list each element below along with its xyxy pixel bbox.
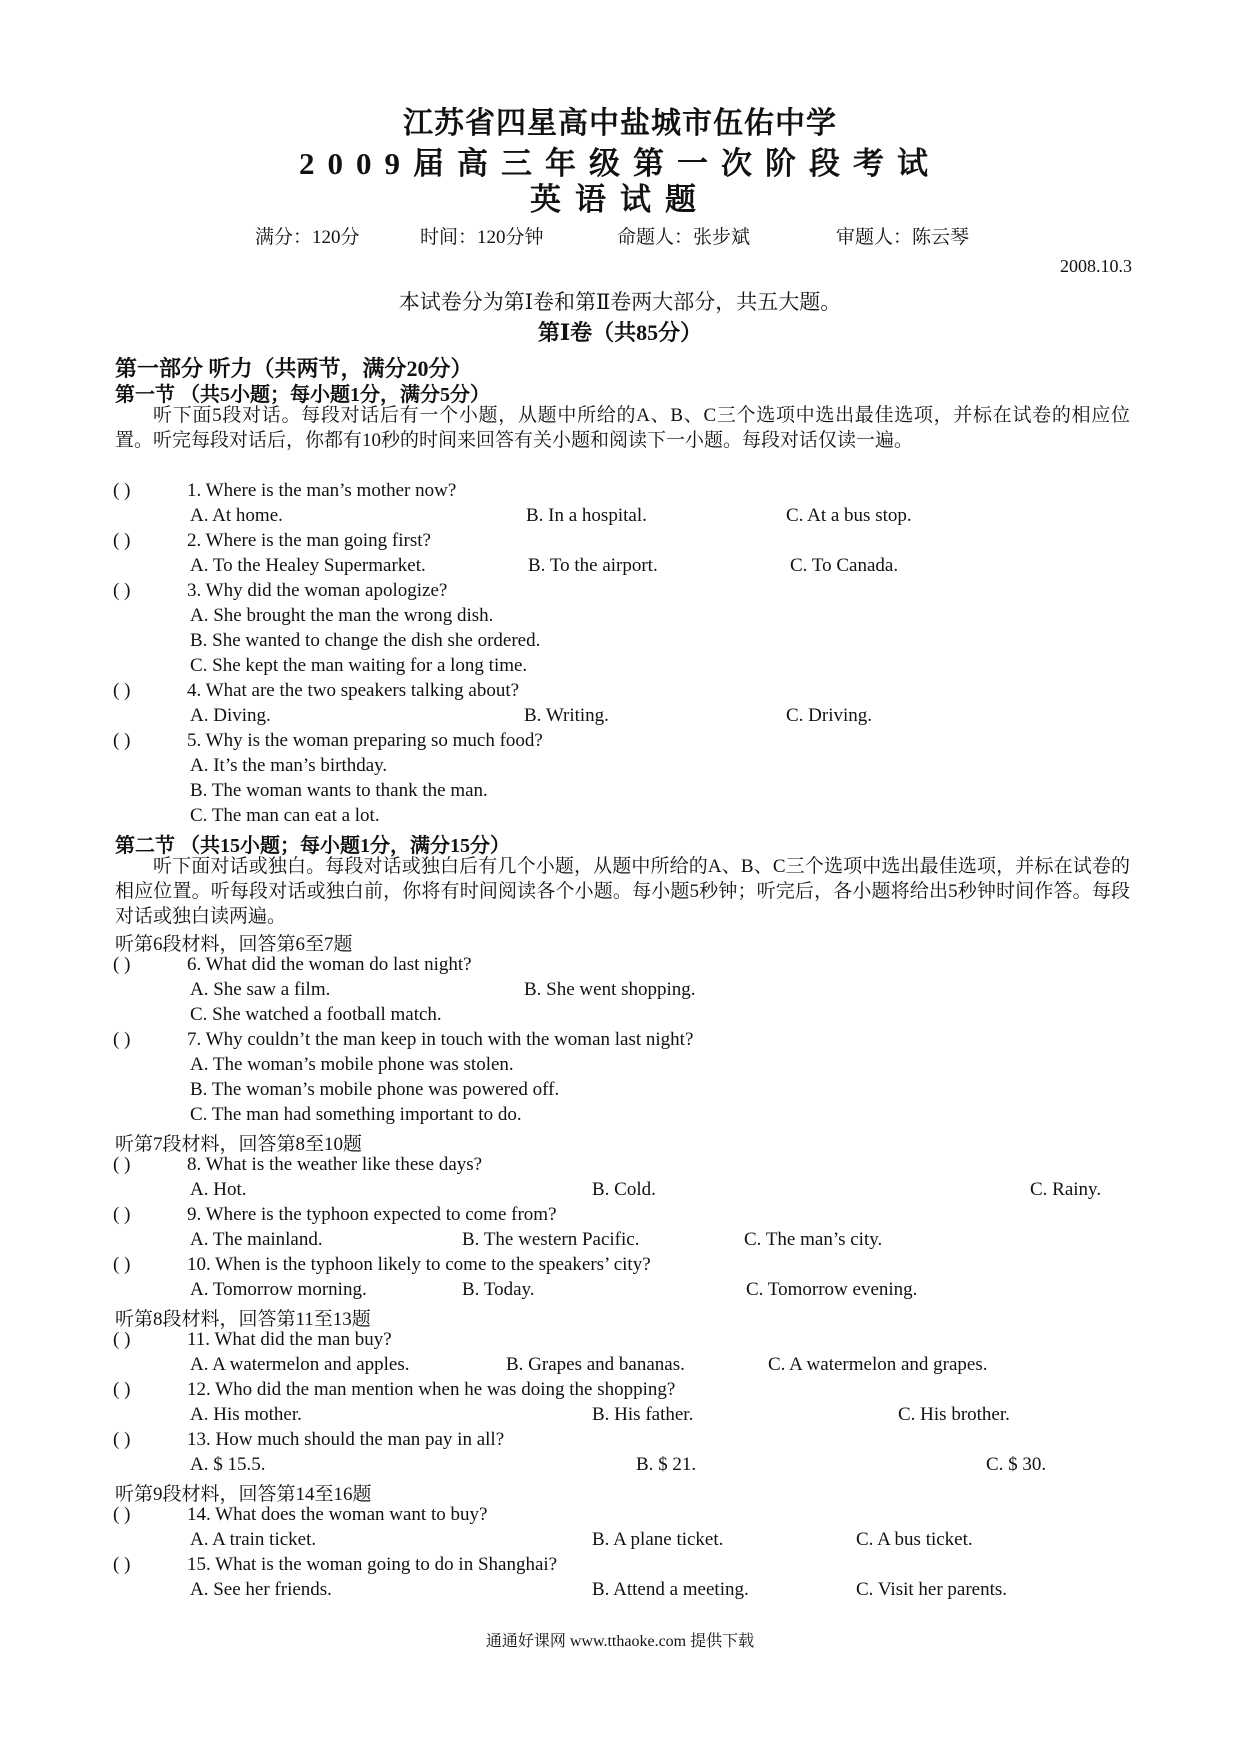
section2-title: 第二节 （共15小题；每小题1分，满分15分） bbox=[115, 835, 510, 857]
answer-blank-14[interactable]: ( ) bbox=[113, 1504, 131, 1525]
q11-stem: 11. What did the man buy? bbox=[187, 1329, 392, 1350]
q11-option-c: C. A watermelon and grapes. bbox=[768, 1354, 988, 1375]
q7-option-a: A. The woman’s mobile phone was stolen. bbox=[190, 1054, 514, 1075]
answer-blank-6[interactable]: ( ) bbox=[113, 954, 131, 975]
q13-option-a: A. $ 15.5. bbox=[190, 1454, 266, 1475]
q5-option-b: B. The woman wants to thank the man. bbox=[190, 780, 488, 801]
q2-option-b: B. To the airport. bbox=[528, 555, 658, 576]
q14-option-b: B. A plane ticket. bbox=[592, 1529, 724, 1550]
q10-stem: 10. When is the typhoon likely to come to the speakers’ city? bbox=[187, 1254, 651, 1275]
q9-stem: 9. Where is the typhoon expected to come from? bbox=[187, 1204, 557, 1225]
q6-option-a: A. She saw a film. bbox=[190, 979, 331, 1000]
q9-option-a: A. The mainland. bbox=[190, 1229, 323, 1250]
exam-intro: 本试卷分为第Ⅰ卷和第Ⅱ卷两大部分，共五大题。 bbox=[398, 290, 842, 314]
q13-stem: 13. How much should the man pay in all? bbox=[187, 1429, 505, 1450]
answer-blank-8[interactable]: ( ) bbox=[113, 1154, 131, 1175]
q1-option-a: A. At home. bbox=[190, 505, 283, 526]
answer-blank-15[interactable]: ( ) bbox=[113, 1554, 131, 1575]
q12-option-a: A. His mother. bbox=[190, 1404, 302, 1425]
q2-option-c: C. To Canada. bbox=[790, 555, 899, 576]
q8-option-c: C. Rainy. bbox=[1030, 1179, 1102, 1200]
q3-option-c: C. She kept the man waiting for a long time. bbox=[190, 655, 528, 676]
answer-blank-7[interactable]: ( ) bbox=[113, 1029, 131, 1050]
q6-option-c: C. She watched a football match. bbox=[190, 1004, 442, 1025]
q13-option-c: C. $ 30. bbox=[986, 1454, 1047, 1475]
q8-option-a: A. Hot. bbox=[190, 1179, 247, 1200]
q1-option-c: C. At a bus stop. bbox=[786, 505, 912, 526]
q6-stem: 6. What did the woman do last night? bbox=[187, 954, 472, 975]
q7-stem: 7. Why couldn’t the man keep in touch with the woman last night? bbox=[187, 1029, 694, 1050]
section1-instructions: 听下面5段对话。每段对话后有一个小题，从题中所给的A、B、C三个选项中选出最佳选项，并标在试卷的相应位置。听完每段对话后，你都有10秒的时间来回答有关小题和阅读下一小题。每段对话仅读一遍。 bbox=[115, 405, 1130, 451]
material6-label: 听第6段材料，回答第6至7题 bbox=[115, 934, 353, 955]
school-title: 江苏省四星高中盐城市伍佑中学 bbox=[403, 107, 837, 140]
section2-instructions: 听下面对话或独白。每段对话或独白后有几个小题，从题中所给的A、B、C三个选项中选出最佳选项，并标在试卷的相应位置。听每段对话或独白前，你将有时间阅读各个小题。每小题5秒钟；听完后，各小题将给出5秒钟时间作答。每段对话或独白读两遍。 bbox=[115, 856, 1130, 927]
q15-option-c: C. Visit her parents. bbox=[856, 1579, 1008, 1600]
full-score: 满分：120分 bbox=[255, 227, 360, 248]
answer-blank-5[interactable]: ( ) bbox=[113, 730, 131, 751]
subject-title: 英语试题 bbox=[530, 182, 710, 217]
q4-stem: 4. What are the two speakers talking about? bbox=[187, 680, 520, 701]
exam-title: 2009届高三年级第一次阶段考试 bbox=[299, 146, 941, 181]
q1-option-b: B. In a hospital. bbox=[526, 505, 647, 526]
q8-stem: 8. What is the weather like these days? bbox=[187, 1154, 483, 1175]
q4-option-a: A. Diving. bbox=[190, 705, 271, 726]
page-footer: 通通好课网 www.tthaoke.com 提供下载 bbox=[485, 1633, 755, 1650]
part1-title: 第一部分 听力（共两节，满分20分） bbox=[115, 356, 473, 381]
q14-option-c: C. A bus ticket. bbox=[856, 1529, 973, 1550]
q12-option-c: C. His brother. bbox=[898, 1404, 1010, 1425]
answer-blank-9[interactable]: ( ) bbox=[113, 1204, 131, 1225]
q10-option-c: C. Tomorrow evening. bbox=[746, 1279, 918, 1300]
q9-option-c: C. The man’s city. bbox=[744, 1229, 883, 1250]
answer-blank-4[interactable]: ( ) bbox=[113, 680, 131, 701]
material9-label: 听第9段材料，回答第14至16题 bbox=[115, 1484, 372, 1505]
q9-option-b: B. The western Pacific. bbox=[462, 1229, 640, 1250]
q4-option-b: B. Writing. bbox=[524, 705, 609, 726]
answer-blank-12[interactable]: ( ) bbox=[113, 1379, 131, 1400]
q15-option-b: B. Attend a meeting. bbox=[592, 1579, 749, 1600]
q10-option-b: B. Today. bbox=[462, 1279, 535, 1300]
q12-stem: 12. Who did the man mention when he was doing the shopping? bbox=[187, 1379, 676, 1400]
exam-reviewer: 审题人：陈云琴 bbox=[836, 227, 970, 248]
answer-blank-13[interactable]: ( ) bbox=[113, 1429, 131, 1450]
q11-option-b: B. Grapes and bananas. bbox=[506, 1354, 685, 1375]
answer-blank-2[interactable]: ( ) bbox=[113, 530, 131, 551]
exam-author: 命题人：张步斌 bbox=[617, 227, 751, 248]
q5-option-c: C. The man can eat a lot. bbox=[190, 805, 380, 826]
q5-option-a: A. It’s the man’s birthday. bbox=[190, 755, 388, 776]
q15-stem: 15. What is the woman going to do in Shanghai? bbox=[187, 1554, 558, 1575]
answer-blank-10[interactable]: ( ) bbox=[113, 1254, 131, 1275]
q4-option-c: C. Driving. bbox=[786, 705, 873, 726]
q7-option-c: C. The man had something important to do. bbox=[190, 1104, 522, 1125]
q10-option-a: A. Tomorrow morning. bbox=[190, 1279, 367, 1300]
q6-option-b: B. She went shopping. bbox=[524, 979, 696, 1000]
q3-option-b: B. She wanted to change the dish she ordered. bbox=[190, 630, 541, 651]
material8-label: 听第8段材料，回答第11至13题 bbox=[115, 1309, 371, 1330]
answer-blank-11[interactable]: ( ) bbox=[113, 1329, 131, 1350]
q14-option-a: A. A train ticket. bbox=[190, 1529, 317, 1550]
q12-option-b: B. His father. bbox=[592, 1404, 694, 1425]
q7-option-b: B. The woman’s mobile phone was powered off. bbox=[190, 1079, 560, 1100]
q15-option-a: A. See her friends. bbox=[190, 1579, 332, 1600]
answer-blank-3[interactable]: ( ) bbox=[113, 580, 131, 601]
exam-date: 2008.10.3 bbox=[1060, 256, 1132, 276]
q3-option-a: A. She brought the man the wrong dish. bbox=[190, 605, 494, 626]
q13-option-b: B. $ 21. bbox=[636, 1454, 697, 1475]
q3-stem: 3. Why did the woman apologize? bbox=[187, 580, 448, 601]
volume-title: 第Ⅰ卷（共85分） bbox=[537, 320, 703, 345]
exam-time: 时间：120分钟 bbox=[420, 227, 544, 248]
section1-title: 第一节 （共5小题；每小题1分，满分5分） bbox=[115, 384, 490, 406]
q1-stem: 1. Where is the man’s mother now? bbox=[187, 480, 457, 501]
q2-stem: 2. Where is the man going first? bbox=[187, 530, 431, 551]
q8-option-b: B. Cold. bbox=[592, 1179, 656, 1200]
answer-blank-1[interactable]: ( ) bbox=[113, 480, 131, 501]
q11-option-a: A. A watermelon and apples. bbox=[190, 1354, 410, 1375]
q2-option-a: A. To the Healey Supermarket. bbox=[190, 555, 426, 576]
material7-label: 听第7段材料，回答第8至10题 bbox=[115, 1134, 363, 1155]
q5-stem: 5. Why is the woman preparing so much food? bbox=[187, 730, 543, 751]
q14-stem: 14. What does the woman want to buy? bbox=[187, 1504, 488, 1525]
